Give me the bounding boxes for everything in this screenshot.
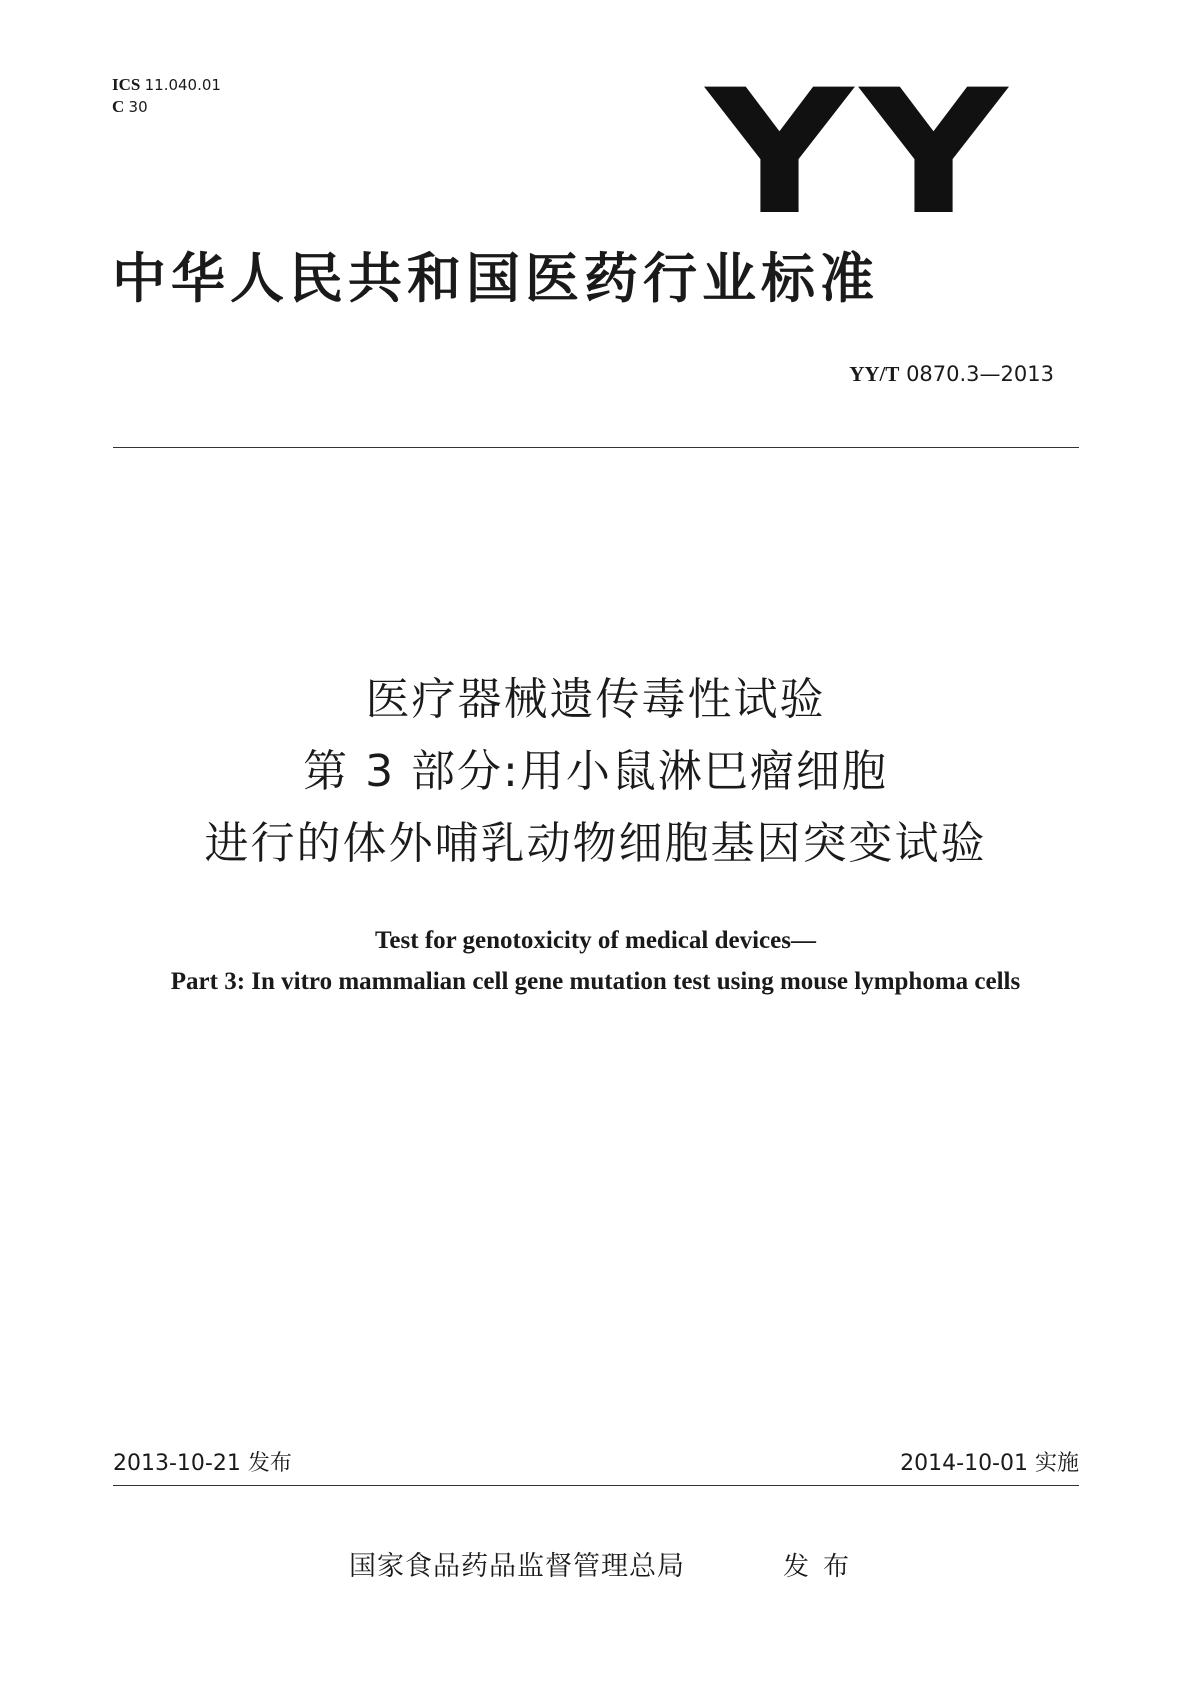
publish-label: 发布 (783, 1552, 864, 1582)
bottom-divider (113, 1485, 1079, 1486)
implementation-date: 2014-10-01 实施 (900, 1451, 1079, 1476)
standard-name: 中华人民共和国医药行业标准 (112, 247, 879, 310)
english-title-line-1: Test for genotoxicity of medical devices— (375, 927, 816, 954)
ccs-value: 30 (128, 98, 148, 116)
ics-value: 11.040.01 (144, 76, 221, 94)
ics-code (112, 74, 221, 96)
chinese-title-line-3: 进行的体外哺乳动物细胞基因突变试验 (204, 818, 987, 869)
issue-date: 2013-10-21 发布 (113, 1451, 292, 1476)
yy-logo: YY (705, 52, 1014, 253)
classification-codes (112, 74, 221, 118)
ics-label: ICS (112, 75, 141, 94)
ccs-code (112, 96, 221, 118)
standard-number (849, 362, 1054, 387)
english-title-line-2: Part 3: In vitro mammalian cell gene mutation test using mouse lymphoma cells (170, 968, 1021, 995)
chinese-title-line-1: 医疗器械遗传毒性试验 (365, 674, 826, 725)
publisher-name: 国家食品药品监督管理总局 (349, 1551, 685, 1582)
ccs-label: C (112, 97, 125, 116)
chinese-title-line-2: 第 3 部分:用小鼠淋巴瘤细胞 (303, 746, 888, 797)
top-divider (113, 447, 1079, 448)
standard-number-value: 0870.3—2013 (906, 362, 1054, 386)
standard-number-prefix: YY/T (849, 362, 900, 386)
